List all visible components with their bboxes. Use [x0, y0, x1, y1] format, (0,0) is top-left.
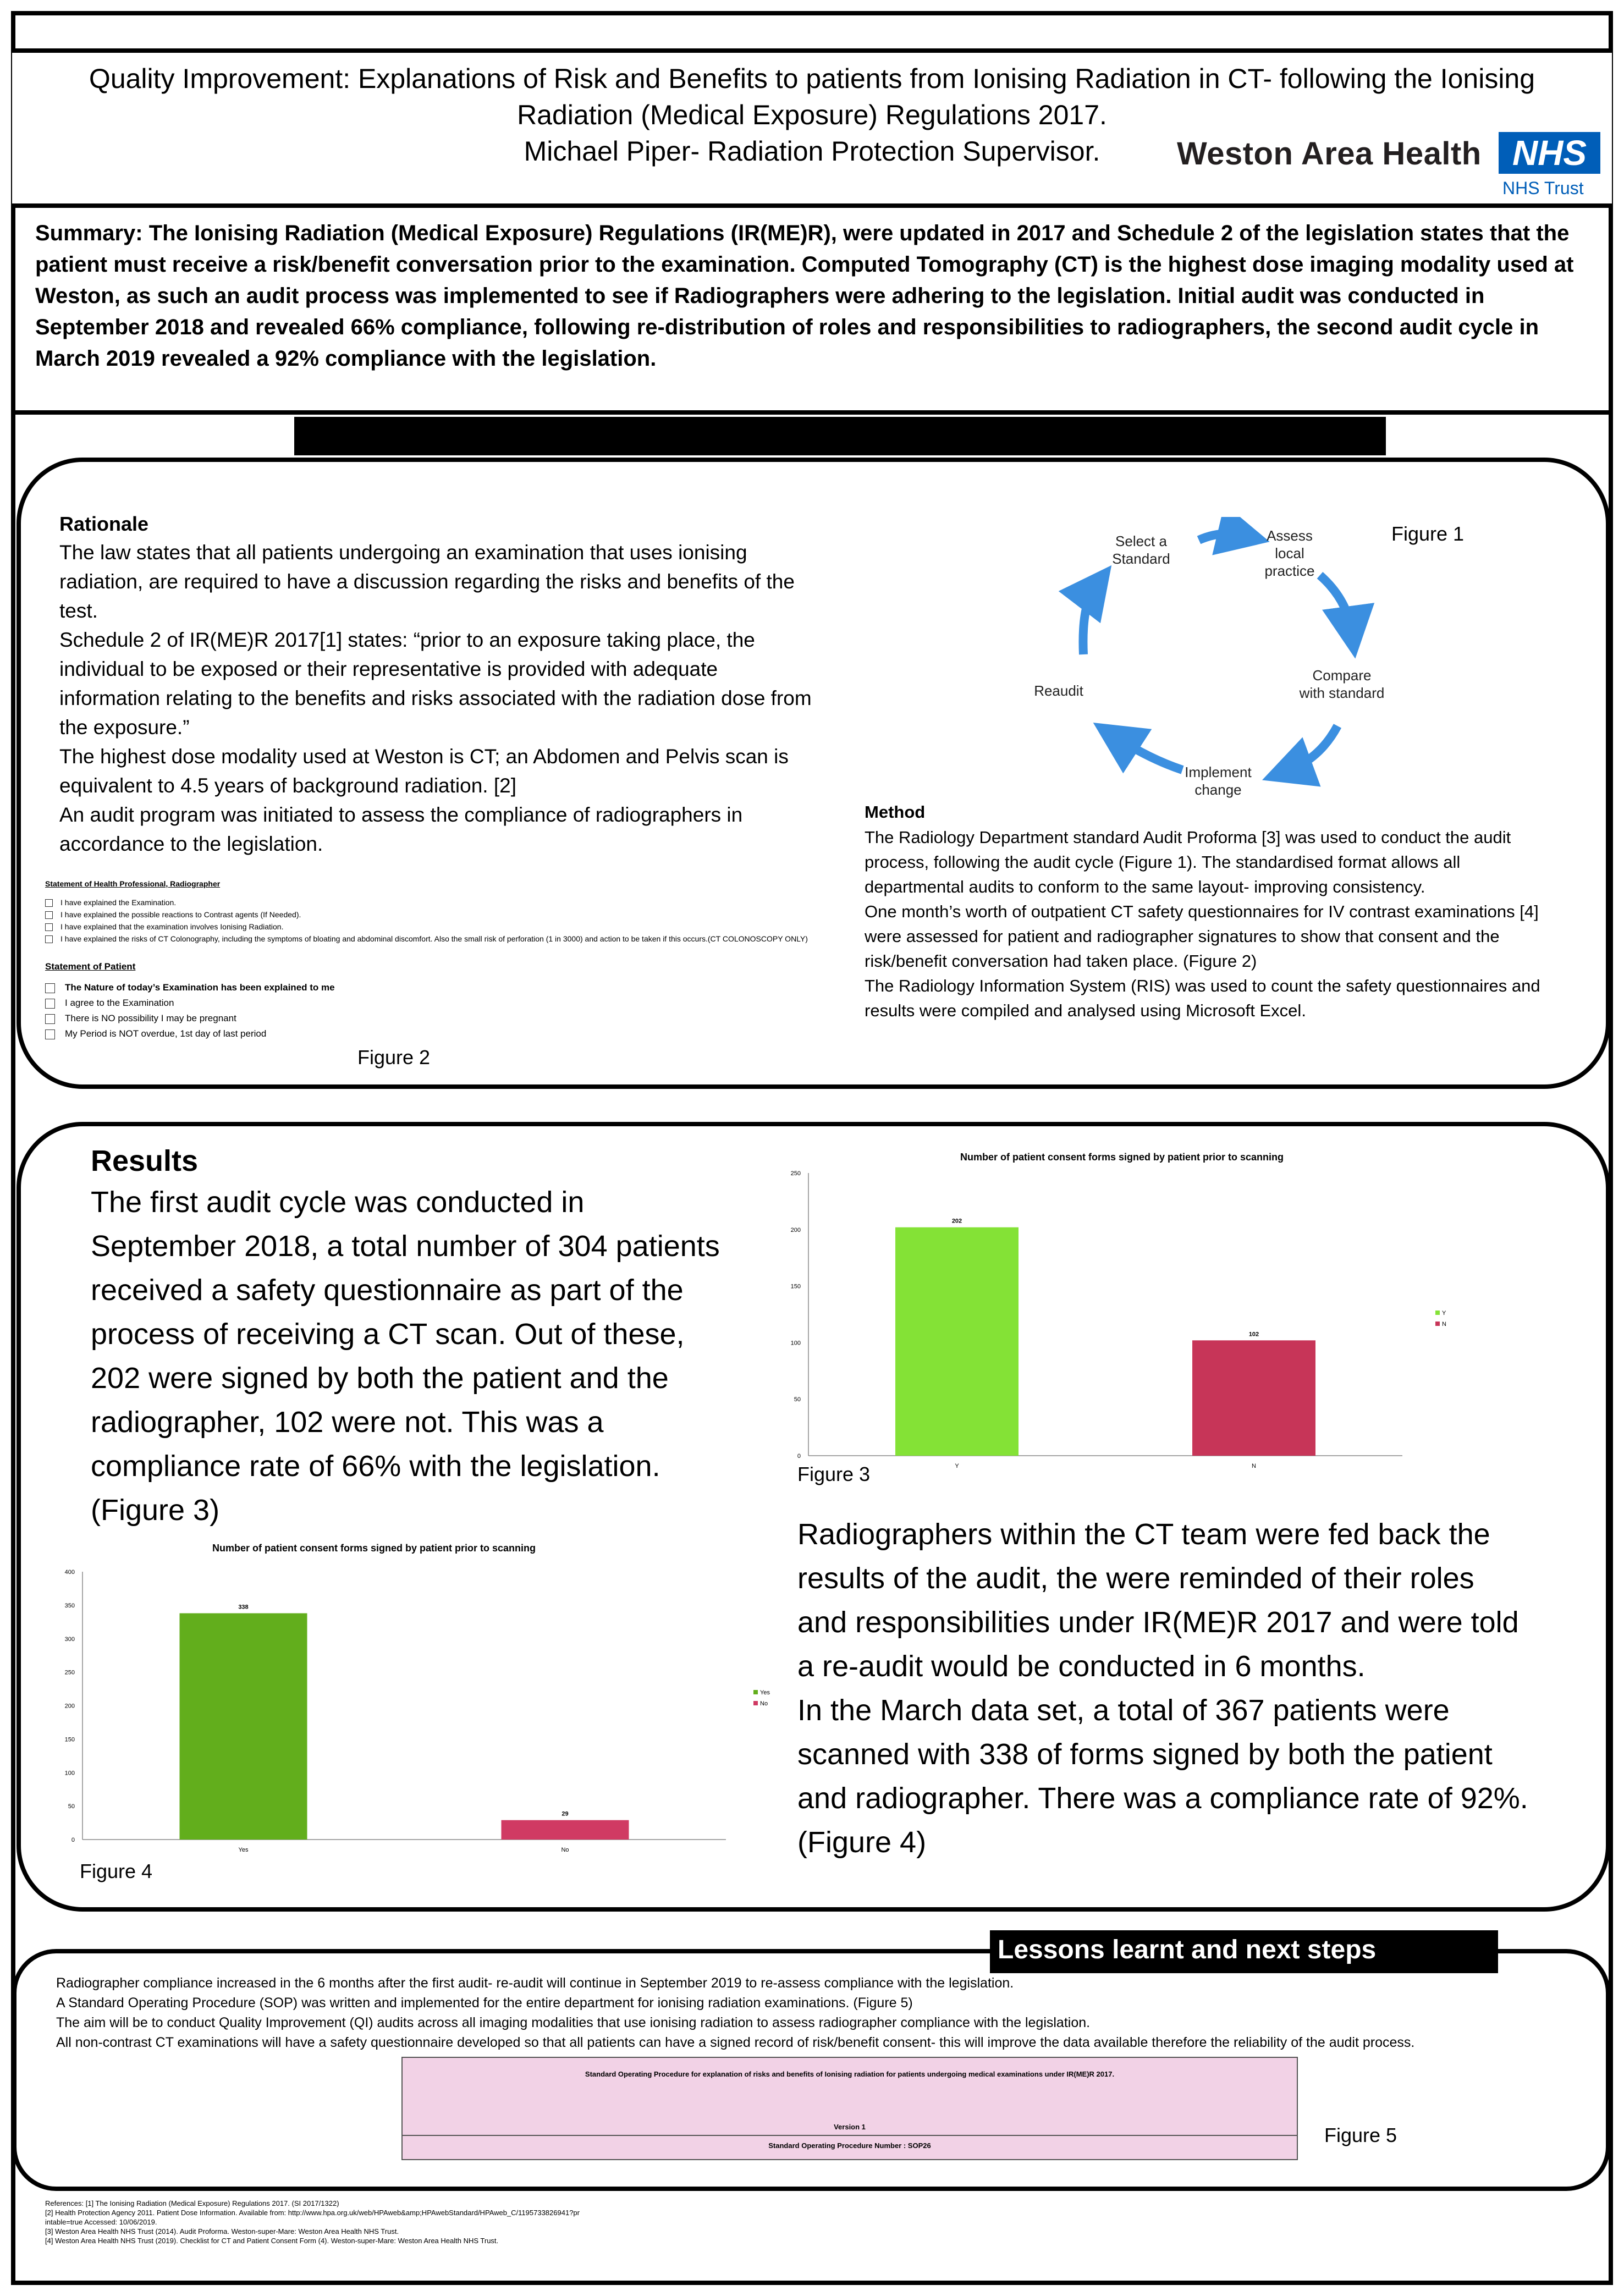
y-tick-label: 50 — [68, 1803, 75, 1810]
figure5-label: Figure 5 — [1324, 2124, 1397, 2146]
legend-swatch — [1435, 1322, 1440, 1326]
y-tick-label: 100 — [790, 1340, 801, 1347]
cycle-arrow-2 — [1320, 575, 1352, 632]
cycle-step-implement: Implement change — [1185, 764, 1252, 798]
checkbox-icon — [45, 983, 55, 993]
professional-item: I have explained the possible reactions to Contrast agents (If Needed). — [45, 909, 837, 921]
references — [45, 2199, 815, 2245]
y-tick-label: 0 — [71, 1837, 75, 1843]
legend-swatch — [753, 1690, 758, 1694]
title-line-1: Quality Improvement: Explanations of Risk and Benefits to patients from Ionising Radiation in CT- following the Ionising — [89, 63, 1535, 94]
legend-label: No — [760, 1700, 768, 1707]
patient-item: The Nature of today’s Examination has been explained to me — [45, 980, 837, 995]
checkbox-icon — [45, 911, 53, 919]
results-followup-1: Radiographers within the CT team were fed back the results of the audit, the were reminded of their roles and responsibilities under IR(ME)R 2017 and were told a re-audit would be conducted in 6 months. — [797, 1518, 1519, 1683]
legend-label: Yes — [760, 1689, 770, 1696]
reference-line: [2] Health Protection Agency 2011. Patient Dose Information. Available from: http://www.hpa.org.uk/web/HPAweb&amp;HPAwebStandard/HPAweb_C/1195733826941?pr — [45, 2209, 580, 2217]
category-label: Y — [955, 1463, 959, 1468]
category-label: N — [1252, 1463, 1256, 1468]
figure3-chart — [775, 1138, 1463, 1468]
patient-item: My Period is NOT overdue, 1st day of last period — [45, 1026, 837, 1042]
results-text: The first audit cycle was conducted in September 2018, a total number of 304 patients received a safety questionnaire as part of the process of receiving a CT scan. Out of these, 202 were signed by both the patient and the radiographer, 102 were not. This was a compliance rate of 66% with the legislation. (Figure 3) — [91, 1186, 720, 1527]
y-tick-label: 350 — [64, 1602, 75, 1609]
y-tick-label: 300 — [64, 1636, 75, 1643]
cycle-step-reaudit: Reaudit — [1034, 682, 1083, 699]
method-para-3: The Radiology Information System (RIS) was used to count the safety questionnaires and results were compiled and analysed using Microsoft Excel. — [865, 976, 1540, 1020]
cycle-arrow-5 — [1083, 586, 1095, 654]
cycle-step-select: Select a Standard — [1112, 533, 1170, 567]
y-tick-label: 250 — [790, 1170, 801, 1177]
results-followup-2: In the March data set, a total of 367 patients were scanned with 338 of forms signed by both the patient and radiographer. There was a compliance rate of 92%. (Figure 4) — [797, 1694, 1528, 1859]
audit-cycle-figure — [1023, 517, 1419, 803]
sop-title: Standard Operating Procedure for explanation of risks and benefits of Ionising radiation for patients undergoing medical examinations under IR(ME)R 2017. — [585, 2070, 1115, 2078]
data-label: 338 — [238, 1604, 249, 1611]
y-tick-label: 150 — [790, 1283, 801, 1290]
patient-item: There is NO possibility I may be pregnant — [45, 1011, 837, 1026]
rationale-para-3: The highest dose modality used at Weston is CT; an Abdomen and Pelvis scan is equivalent to 4.5 years of background radiation. [2] — [59, 745, 789, 797]
checkbox-icon — [45, 1014, 55, 1024]
figure2-form — [45, 878, 837, 1042]
rationale-para-4: An audit program was initiated to assess the compliance of radiographers in accordance to the legislation. — [59, 803, 743, 855]
data-label: 102 — [1248, 1331, 1259, 1338]
y-tick-label: 400 — [64, 1569, 75, 1576]
data-label: 29 — [561, 1810, 569, 1818]
logo-name: Weston Area Health — [1177, 136, 1482, 172]
category-label: Yes — [238, 1847, 249, 1853]
figure2-label: Figure 2 — [357, 1046, 431, 1069]
legend-swatch — [1435, 1311, 1440, 1315]
y-tick-label: 0 — [797, 1453, 801, 1460]
chart-title: Number of patient consent forms signed by patient prior to scanning — [212, 1543, 536, 1554]
cycle-arrow-1 — [1199, 533, 1244, 540]
lessons-line-2: A Standard Operating Procedure (SOP) was written and implemented for the entire department for ionising radiation examinations. (Figure 5) — [56, 1995, 913, 2011]
patient-heading: Statement of Patient — [45, 961, 136, 972]
legend-label: N — [1442, 1321, 1446, 1328]
cycle-step-assess: Assess local practice — [1264, 527, 1315, 579]
rationale-heading: Rationale — [59, 513, 149, 535]
summary-text: Summary: The Ionising Radiation (Medical Exposure) Regulations (IR(ME)R), were updated in 2017 and Schedule 2 of the legislation states that the patient must receive a risk/benefit conversation prior to the examination. Computed Tomography (CT) is the highest dose imaging modality used at Weston, as such an audit process was implemented to see if Radiographers were adhering to the legislation. Initial audit was conducted in September 2018 and revealed 66% compliance, following re-distribution of roles and responsibilities to radiographers, the second audit cycle in March 2019 revealed a 92% compliance with the legislation. — [35, 221, 1574, 371]
figure1-label: Figure 1 — [1391, 522, 1465, 545]
professional-item: I have explained the Examination. — [45, 896, 837, 909]
professional-item: I have explained that the examination involves Ionising Radiation. — [45, 921, 837, 933]
cycle-arrow-3 — [1287, 726, 1337, 771]
lessons-line-4: All non-contrast CT examinations will have a safety questionnaire developed so that all patients can have a signed record of risk/benefit consent- this will improve the data available therefore the reliability of the audit process. — [56, 2035, 1415, 2050]
method-para-1: The Radiology Department standard Audit Proforma [3] was used to conduct the audit process, following the audit cycle (Figure 1). The standardised format allows all departmental audits to conform to the same layout- improving consistency. — [865, 828, 1511, 896]
cycle-arrow-4 — [1115, 737, 1182, 770]
checkbox-icon — [45, 935, 53, 943]
section-banner — [294, 417, 1386, 455]
bar-Y — [895, 1227, 1019, 1456]
lessons-line-1: Radiographer compliance increased in the 6 months after the first audit- re-audit will continue in September 2019 to re-assess compliance with the legislation. — [56, 1975, 1014, 1991]
cycle-step-compare: Compare with standard — [1299, 667, 1385, 701]
reference-line: [4] Weston Area Health NHS Trust (2019). Checklist for CT and Patient Consent Form (4). Weston-super-Mare: Weston Area Health NHS Trust. — [45, 2237, 499, 2245]
professional-heading: Statement of Health Professional, Radiographer — [45, 879, 221, 888]
lessons-heading — [990, 1930, 1498, 1973]
professional-item: I have explained the risks of CT Colonography, including the symptoms of bloating and abdominal discomfort. Also the small risk of perforation (1 in 3000) and action to be taken if this occurs.(CT COLONOSCOPY ONLY) — [45, 933, 837, 945]
nhs-badge: NHS — [1499, 132, 1600, 174]
audit-cycle-arrows — [1023, 517, 1419, 803]
method — [865, 800, 1546, 1023]
checkbox-icon — [45, 899, 53, 907]
figure4-label: Figure 4 — [80, 1860, 153, 1882]
y-tick-label: 150 — [64, 1736, 75, 1743]
legend-label: Y — [1442, 1310, 1446, 1317]
bar-Yes — [180, 1613, 307, 1840]
logo-trust: NHS Trust — [1502, 178, 1584, 198]
summary-box — [12, 206, 1612, 415]
lessons-text — [56, 1973, 1585, 2052]
nhs-logo — [1177, 132, 1606, 203]
sop-divider — [403, 2135, 1297, 2136]
results-followup — [797, 1512, 1529, 1864]
lessons-heading-text: Lessons learnt and next steps — [998, 1935, 1377, 1964]
legend-swatch — [753, 1701, 758, 1705]
y-tick-label: 250 — [64, 1669, 75, 1676]
results — [91, 1142, 729, 1532]
method-heading: Method — [865, 802, 926, 822]
reference-line: References: [1] The Ionising Radiation (Medical Exposure) Regulations 2017. (SI 2017/1322) — [45, 2199, 339, 2207]
figure4-chart — [55, 1529, 797, 1859]
sop-version: Version 1 — [834, 2123, 866, 2131]
category-label: No — [561, 1847, 569, 1853]
rationale — [59, 510, 818, 858]
checkbox-icon — [45, 999, 55, 1009]
reference-line: intable=true Accessed: 10/06/2019. — [45, 2218, 157, 2226]
bar-No — [502, 1820, 629, 1840]
bar-N — [1192, 1340, 1315, 1456]
chart-title: Number of patient consent forms signed by patient prior to scanning — [960, 1152, 1284, 1163]
checkbox-icon — [45, 1029, 55, 1039]
rationale-para-1: The law states that all patients undergoing an examination that uses ionising radiation, are required to have a discussion regarding the risks and benefits of the test. — [59, 541, 795, 622]
title-line-3: Michael Piper- Radiation Protection Supervisor. — [524, 136, 1100, 167]
y-tick-label: 200 — [64, 1703, 75, 1710]
checkbox-icon — [45, 923, 53, 931]
figure3-label: Figure 3 — [797, 1463, 871, 1485]
data-label: 202 — [951, 1218, 962, 1225]
title-line-2: Radiation (Medical Exposure) Regulations 2017. — [517, 100, 1107, 130]
rationale-para-2: Schedule 2 of IR(ME)R 2017[1] states: “prior to an exposure taking place, the individual to be exposed or their representative is provided with adequate information relating to the benefits and risks associated with the radiation dose from the exposure.” — [59, 629, 812, 739]
sop-number: Standard Operating Procedure Number : SOP26 — [768, 2141, 931, 2150]
results-heading: Results — [91, 1144, 199, 1177]
patient-item: I agree to the Examination — [45, 995, 837, 1011]
sop-document — [401, 2057, 1298, 2160]
y-tick-label: 100 — [64, 1770, 75, 1777]
reference-line: [3] Weston Area Health NHS Trust (2014). Audit Proforma. Weston-super-Mare: Weston Area Health NHS Trust. — [45, 2227, 399, 2236]
lessons-line-3: The aim will be to conduct Quality Improvement (QI) audits across all imaging modalities that use ionising radiation to assess radiographer compliance with the legislation. — [56, 2015, 1091, 2030]
y-tick-label: 200 — [790, 1226, 801, 1234]
method-para-2: One month’s worth of outpatient CT safety questionnaires for IV contrast examinations [4] were assessed for patient and radiographer signatures to show that consent and the risk/benefit conversation had taken place. (Figure 2) — [865, 902, 1539, 971]
y-tick-label: 50 — [794, 1396, 801, 1403]
